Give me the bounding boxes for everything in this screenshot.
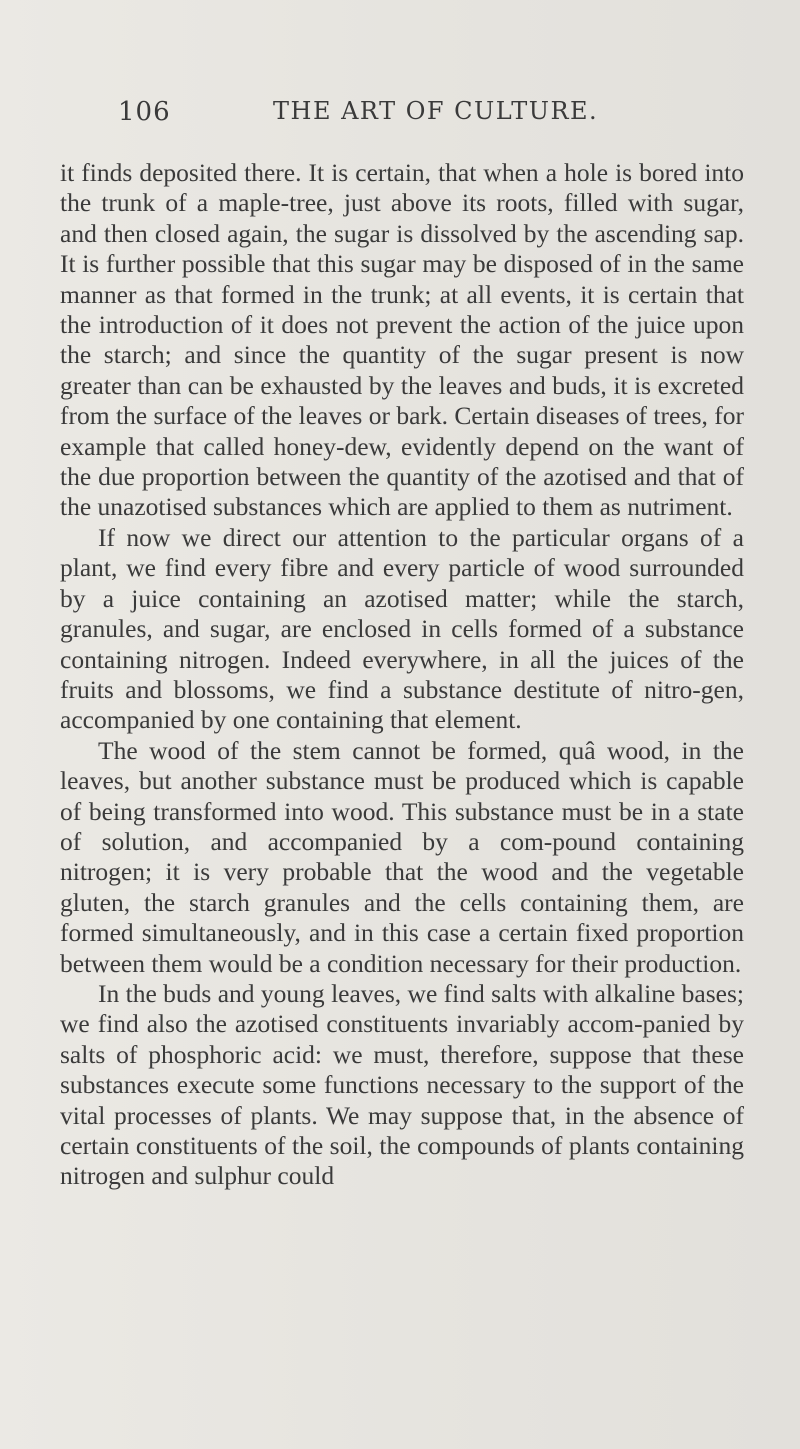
- paragraph: In the buds and young leaves, we find salts with alkaline bases; we find also the azotised constituents invariably accom-panied by salts of phosphoric acid: we must, therefore, suppose that these substances execute some functions necessary to the support of the vital processes of plants. We may suppose that, in the absence of certain constituents of the soil, the compounds of plants containing nitrogen and sulphur could: [60, 978, 744, 1191]
- running-title: THE ART OF CULTURE.: [273, 97, 599, 125]
- paragraph: The wood of the stem cannot be formed, quâ wood, in the leaves, but another substance must be produced which is capable of being transformed into wood. This substance must be in a state of solution, and accompanied by a com-pound containing nitrogen; it is very probable that the wood and the vegetable gluten, the starch granules and the cells containing them, are formed simultaneously, and in this case a certain fixed proportion between them would be a condition necessary for their production.: [60, 735, 744, 978]
- paragraph: If now we direct our attention to the particular organs of a plant, we find every fibre and every particle of wood surrounded by a juice containing an azotised matter; while the starch, granules, and sugar, are enclosed in cells formed of a substance containing nitrogen. Indeed everywhere, in all the juices of the fruits and blossoms, we find a substance destitute of nitro-gen, accompanied by one containing that element.: [60, 522, 744, 735]
- running-head: [118, 97, 678, 137]
- body-text: [60, 158, 744, 1192]
- paragraph: it finds deposited there. It is certain, that when a hole is bored into the trunk of a maple-tree, just above its roots, filled with sugar, and then closed again, the sugar is dissolved by the ascending sap. It is further possible that this sugar may be disposed of in the same manner as that formed in the trunk; at all events, it is certain that the introduction of it does not prevent the action of the juice upon the starch; and since the quantity of the sugar present is now greater than can be exhausted by the leaves and buds, it is excreted from the surface of the leaves or bark. Certain diseases of trees, for example that called honey-dew, evidently depend on the want of the due proportion between the quantity of the azotised and that of the unazotised substances which are applied to them as nutriment.: [60, 158, 744, 522]
- page-number: 106: [118, 97, 171, 127]
